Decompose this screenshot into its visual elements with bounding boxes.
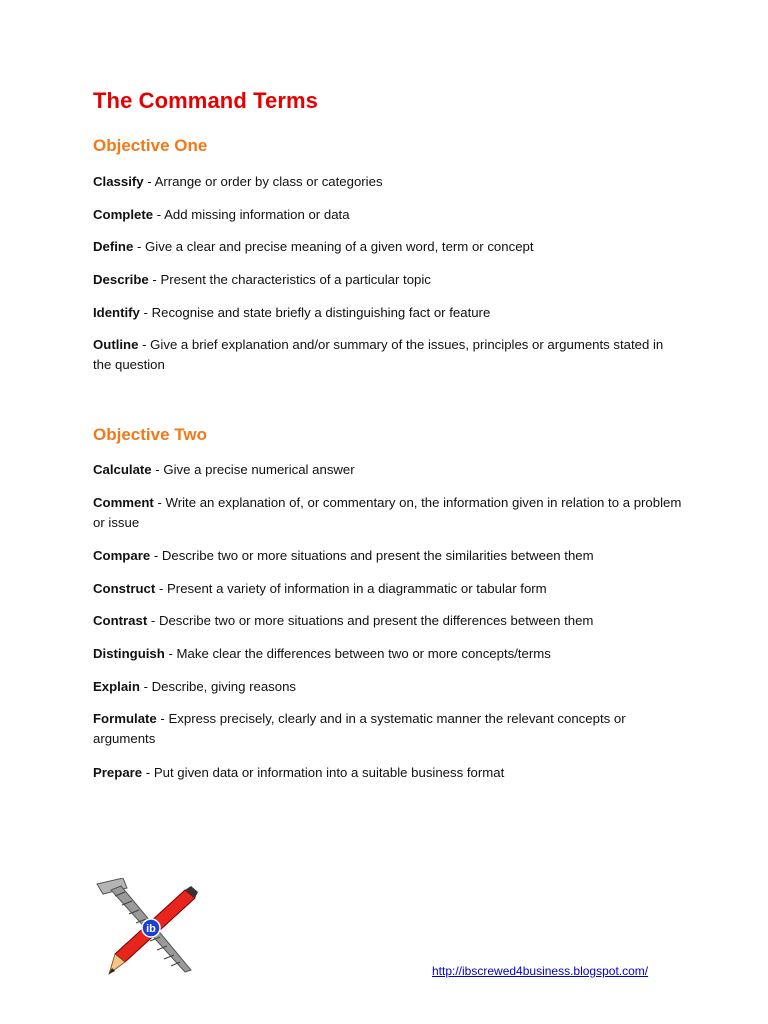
term-word: Identify xyxy=(93,305,140,320)
ib-badge-text: ib xyxy=(146,923,156,935)
term-definition: - Express precisely, clearly and in a systematic manner the relevant concepts or arguments xyxy=(93,711,626,746)
term-definition: - Describe two or more situations and present the similarities between them xyxy=(150,548,594,563)
section-heading-objective-one: Objective One xyxy=(93,136,208,155)
term-definition: - Put given data or information into a suitable business format xyxy=(142,765,505,780)
term-item xyxy=(93,270,683,290)
term-definition: - Present a variety of information in a diagrammatic or tabular form xyxy=(155,581,547,596)
term-word: Construct xyxy=(93,581,156,596)
term-definition: - Present the characteristics of a particular topic xyxy=(148,272,431,287)
term-word: Describe xyxy=(93,272,149,287)
term-word: Classify xyxy=(93,174,144,189)
term-definition: - Describe two or more situations and present the differences between them xyxy=(147,613,594,628)
term-word: Prepare xyxy=(93,765,143,780)
term-item xyxy=(93,335,683,375)
term-item xyxy=(93,493,683,533)
term-word: Explain xyxy=(93,679,140,694)
term-item xyxy=(93,237,683,257)
screw-and-pencil-ib-logo-icon xyxy=(95,878,199,978)
term-definition: - Write an explanation of, or commentary on, the information given in relation to a problem or issue xyxy=(93,495,682,530)
term-definition: - Make clear the differences between two or more concepts/terms xyxy=(164,646,551,661)
term-item xyxy=(93,763,683,783)
term-definition: - Give a clear and precise meaning of a given word, term or concept xyxy=(133,239,534,254)
term-word: Comment xyxy=(93,495,154,510)
term-item xyxy=(93,644,683,664)
page-title: The Command Terms xyxy=(93,88,318,113)
term-definition: - Give a precise numerical answer xyxy=(151,462,355,477)
ib-badge-icon xyxy=(142,919,160,937)
term-item xyxy=(93,460,683,480)
term-definition: - Add missing information or data xyxy=(153,207,350,222)
footer-blog-link[interactable]: http://ibscrewed4business.blogspot.com/ xyxy=(432,964,649,978)
term-definition: - Describe, giving reasons xyxy=(139,679,297,694)
term-word: Distinguish xyxy=(93,646,165,661)
section-heading-objective-two: Objective Two xyxy=(93,425,207,444)
term-word: Compare xyxy=(93,548,151,563)
term-definition: - Arrange or order by class or categories xyxy=(143,174,383,189)
term-item xyxy=(93,205,683,225)
term-word: Formulate xyxy=(93,711,157,726)
term-item xyxy=(93,303,683,323)
term-item xyxy=(93,709,683,749)
term-definition: - Recognise and state briefly a distinguishing fact or feature xyxy=(139,305,491,320)
term-word: Complete xyxy=(93,207,154,222)
term-definition: - Give a brief explanation and/or summary of the issues, principles or arguments stated in the question xyxy=(93,337,664,372)
term-item xyxy=(93,579,683,599)
term-word: Define xyxy=(93,239,134,254)
term-word: Outline xyxy=(93,337,139,352)
term-item xyxy=(93,172,683,192)
term-item xyxy=(93,611,683,631)
term-item xyxy=(93,677,683,697)
term-word: Contrast xyxy=(93,613,148,628)
term-item xyxy=(93,546,683,566)
term-word: Calculate xyxy=(93,462,152,477)
